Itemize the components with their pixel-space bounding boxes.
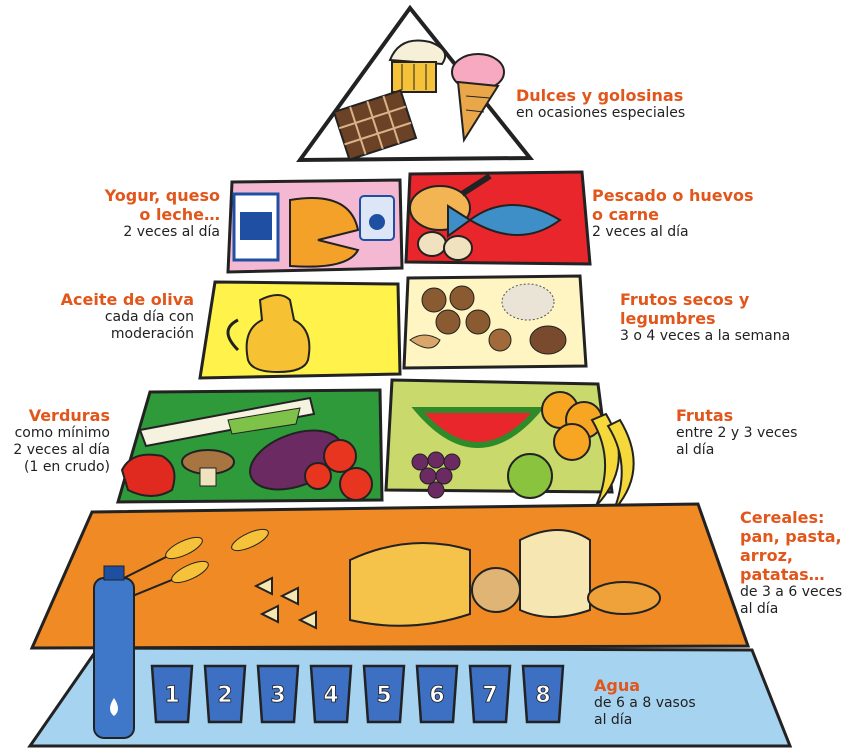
water-glass-number: 1 [164, 683, 180, 708]
water-glass-number: 8 [535, 683, 551, 708]
label-nuts-title-1: Frutos secos y [620, 290, 750, 309]
tier-protein [406, 172, 590, 264]
label-protein-sub: 2 veces al día [592, 224, 689, 240]
water-glass-icon [311, 666, 351, 722]
water-glass-number: 5 [376, 683, 392, 708]
label-water-sub-1: de 6 a 8 vasos [594, 695, 696, 711]
pepper-icon [122, 455, 174, 496]
yogurt-icon [360, 196, 394, 240]
label-cereals [740, 508, 852, 618]
label-water-sub-2: al día [594, 712, 633, 728]
label-vegetables-sub-2: 2 veces al día [13, 442, 110, 458]
label-vegetables-sub-3: (1 en crudo) [24, 459, 110, 475]
water-glass-number: 3 [270, 683, 286, 708]
water-glass-number: 4 [323, 683, 339, 708]
label-oil [10, 290, 194, 343]
label-sweets [516, 86, 685, 122]
tier-oil [200, 282, 400, 378]
water-glass-icon [417, 666, 457, 722]
label-nuts-sub: 3 o 4 veces a la semana [620, 328, 791, 344]
label-oil-title: Aceite de oliva [60, 290, 194, 309]
water-glass-number: 2 [217, 683, 233, 708]
water-glass-icon [152, 666, 192, 722]
label-fruits-sub-2: al día [676, 442, 715, 458]
label-sweets-title: Dulces y golosinas [516, 86, 684, 105]
label-cereals-title-1: Cereales: [740, 508, 825, 527]
label-fruits-sub-1: entre 2 y 3 veces [676, 425, 798, 441]
water-glass-icon [523, 666, 563, 722]
label-cereals-sub-2: al día [740, 601, 779, 617]
label-protein-title-2: o carne [592, 205, 659, 224]
label-vegetables-sub-1: como mínimo [14, 425, 110, 441]
water-glass-number: 6 [429, 683, 445, 708]
label-cereals-title-4: patatas… [740, 565, 825, 584]
rice-sack-icon [520, 530, 590, 617]
label-oil-sub-1: cada día con [104, 309, 194, 325]
water-glass-number: 7 [482, 683, 498, 708]
water-glass-icon [258, 666, 298, 722]
milk-carton-icon [234, 194, 278, 260]
label-protein [592, 186, 754, 241]
tier-dairy [228, 180, 402, 272]
label-dairy-title-1: Yogur, queso [104, 186, 220, 205]
label-nuts-title-2: legumbres [620, 309, 716, 328]
label-oil-sub-2: moderación [110, 326, 194, 342]
label-water-title: Agua [594, 676, 641, 695]
label-sweets-sub: en ocasiones especiales [516, 105, 686, 121]
cupcake-icon [390, 40, 445, 92]
label-dairy-title-2: o leche… [139, 205, 220, 224]
label-fruits-title: Frutas [676, 406, 734, 425]
apple-icon [508, 454, 552, 498]
label-vegetables [0, 406, 110, 476]
water-glass-icon [364, 666, 404, 722]
potato-icon [472, 568, 520, 612]
water-bottle-icon [94, 566, 134, 738]
label-cereals-title-3: arroz, [740, 546, 793, 565]
label-protein-title-1: Pescado o huevos [592, 186, 754, 205]
label-cereals-sub-1: de 3 a 6 veces [740, 584, 843, 600]
tier-sweets [300, 8, 530, 160]
tier-nuts [404, 276, 586, 368]
label-dairy-sub: 2 veces al día [123, 224, 220, 240]
label-dairy [40, 186, 220, 241]
label-water [594, 676, 696, 729]
bread-loaf-icon [350, 543, 470, 626]
tier-cereals [32, 504, 748, 648]
water-glass-icon [470, 666, 510, 722]
tier-vegetables [118, 390, 382, 502]
bread-roll-icon [588, 582, 660, 614]
label-vegetables-title: Verduras [28, 406, 110, 425]
label-fruits [676, 406, 797, 459]
label-cereals-title-2: pan, pasta, [740, 527, 842, 546]
tier-fruits [386, 380, 634, 510]
label-nuts [620, 290, 790, 345]
water-glass-icon [205, 666, 245, 722]
